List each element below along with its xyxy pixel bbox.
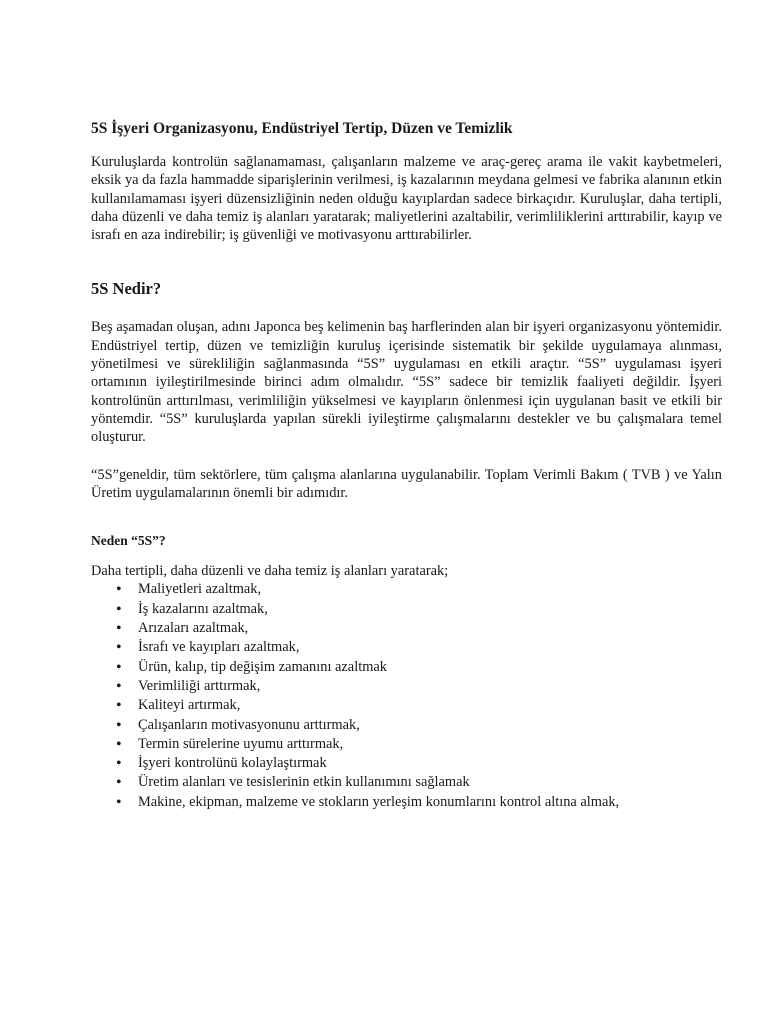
intro-paragraph: Kuruluşlarda kontrolün sağlanamaması, çalışanların malzeme ve araç-gereç arama ile vakit kaybetmeleri, eksik ya da fazla hammadde siparişlerinin verilmesi, iş kazalarının meydana gelmesi ve fabrika alanının etkin kullanılamaması işyeri düzensizliğinin neden olduğu kayıplardan sadece birkaçıdır. Kuruluşlar, daha tertipli, daha düzenli ve daha temiz iş alanları yaratarak; maliyetlerini azaltabilir, verimliliklerini arttırabilir, kayıp ve israfı en aza indirebilir; iş güvenliği ve motivasyonu arttırabilirler.	[91, 154, 722, 244]
list-item: • İşyeri kontrolünü kolaylaştırmak	[91, 754, 722, 773]
section-heading-5s-nedir: 5S Nedir?	[91, 279, 162, 299]
list-item: • İş kazalarını azaltmak,	[91, 600, 722, 619]
section-paragraph-1: Beş aşamadan oluşan, adını Japonca beş kelimenin baş harflerinden alan bir işyeri organizasyonu yöntemidir. Endüstriyel tertip, düzen ve temizliğin kuruluş içerisinde sistematik bir şekilde uygulamaya alınması, yönetilmesi ve sürekliliğin sağlanmasında “5S” uygulaması en etkili araçtır. “5S” uygulaması işyeri ortamının iyileştirilmesinde birinci adım olmalıdır. “5S” sadece bir temizlik faaliyeti değildir. İşyeri kontrolünün arttırılması, verimliliğin yükselmesi ve kayıpların önlenmesi için uygulanan basit ve etkili bir yöntemdir. “5S” kuruluşlarda yapılan sürekli iyileştirme çalışmalarını destekler ve bu çalışmalara temel oluşturur.	[91, 319, 722, 446]
why-list	[91, 580, 722, 812]
document-page	[91, 118, 722, 812]
list-item: • Arızaları azaltmak,	[91, 619, 722, 638]
document-title: 5S İşyeri Organizasyonu, Endüstriyel Tertip, Düzen ve Temizlik	[91, 120, 513, 137]
list-item: • Kaliteyi artırmak,	[91, 696, 722, 715]
why-intro: Daha tertipli, daha düzenli ve daha temiz iş alanları yaratarak;	[91, 563, 449, 580]
list-item: • Ürün, kalıp, tip değişim zamanını azaltmak	[91, 658, 722, 677]
list-item: • Makine, ekipman, malzeme ve stokların yerleşim konumlarını kontrol altına almak,	[91, 793, 722, 812]
list-item: • Verimliliği arttırmak,	[91, 677, 722, 696]
why-heading: Neden “5S”?	[91, 533, 166, 549]
list-item: • Çalışanların motivasyonunu arttırmak,	[91, 716, 722, 735]
list-item: • İsrafı ve kayıpları azaltmak,	[91, 638, 722, 657]
list-item: • Termin sürelerine uyumu arttırmak,	[91, 735, 722, 754]
section-paragraph-2: “5S”geneldir, tüm sektörlere, tüm çalışma alanlarına uygulanabilir. Toplam Verimli Bakım ( TVB ) ve Yalın Üretim uygulamalarının önemli bir adımıdır.	[91, 466, 722, 501]
list-item: • Maliyetleri azaltmak,	[91, 580, 722, 599]
list-item: • Üretim alanları ve tesislerinin etkin kullanımını sağlamak	[91, 773, 722, 792]
